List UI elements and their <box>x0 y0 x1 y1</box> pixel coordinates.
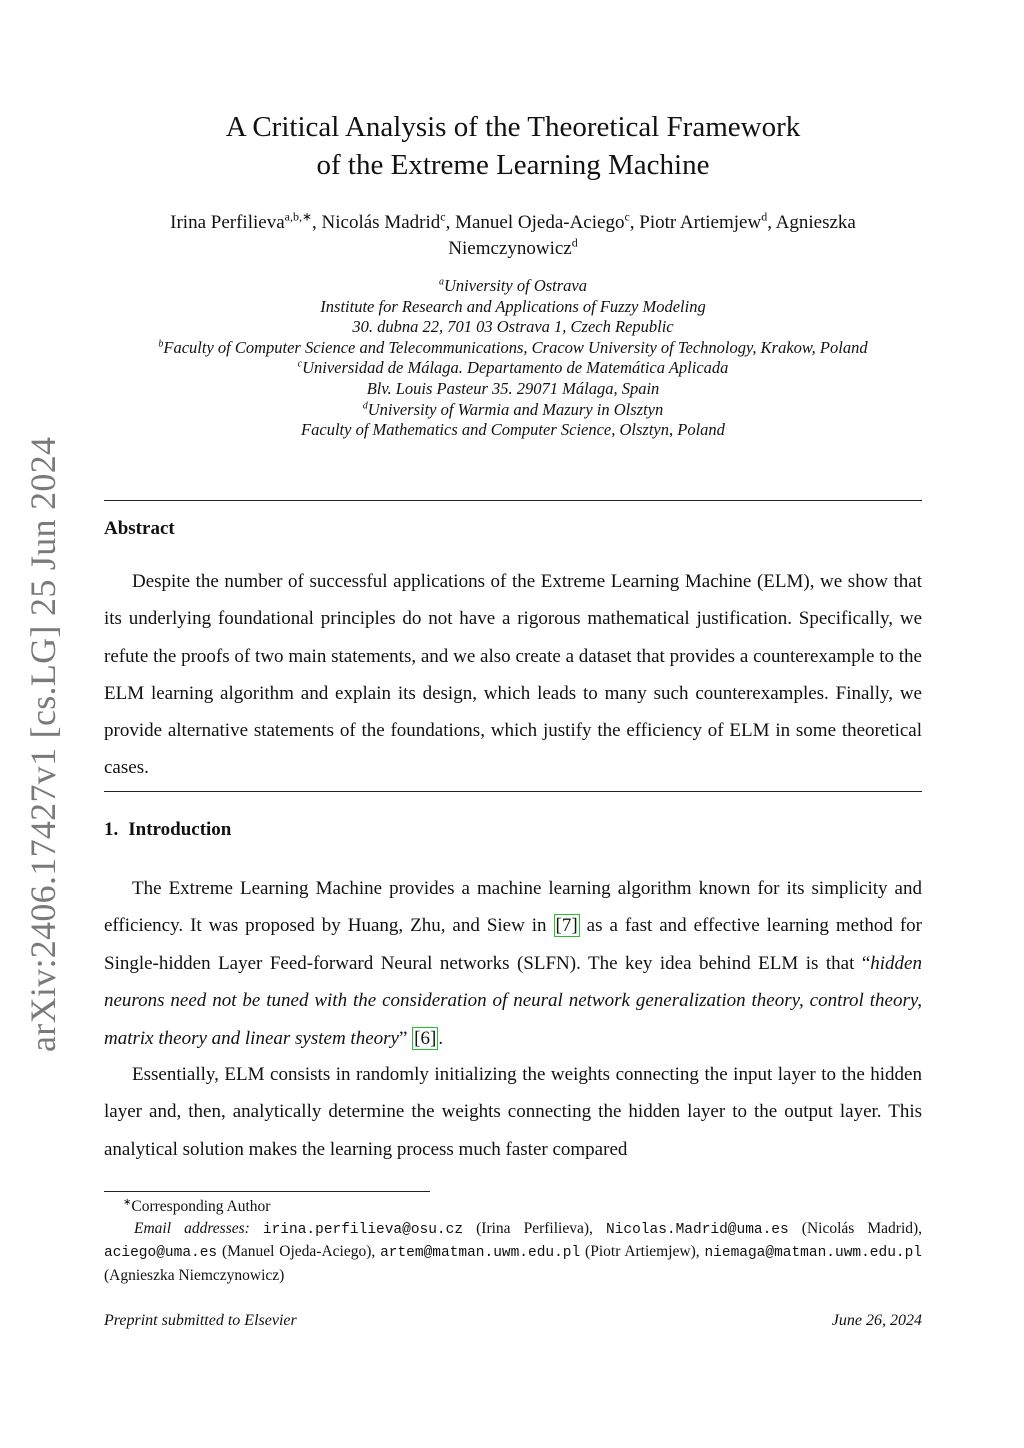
affiliation-line <box>60 297 966 318</box>
affiliation-line <box>60 358 966 379</box>
title-line-2: of the Extreme Learning Machine <box>316 149 710 181</box>
affiliation-text: University of Ostrava <box>444 276 587 295</box>
affiliation-mark: c <box>297 358 303 370</box>
citation-link[interactable]: [7] <box>555 915 578 937</box>
abstract-heading: Abstract <box>104 518 175 539</box>
title-line-1: A Critical Analysis of the Theoretical Framework <box>225 111 801 143</box>
author-name: Manuel Ojeda-Aciego <box>455 212 625 233</box>
introduction-paragraph-1 <box>104 870 922 1057</box>
citation-link[interactable]: [6] <box>414 1027 437 1049</box>
abstract-body: Despite the number of successful applications of the Extreme Learning Machine (ELM), we show that its underlying foundational principles do not have a rigorous mathematical justification. Specifically, we refute the proofs of two main statements, and we also create a dataset that provides a counterexample to the ELM learning algorithm and explain its design, which leads to many such counterexamples. Finally, we provide alternative statements of the foundations, which justify the efficiency of ELM in some theoretical cases. <box>104 571 922 779</box>
elm-quote: hidden neurons need not be tuned with the consideration of neural network generalization theory, control theory, matrix theory and linear system theory <box>104 952 922 1049</box>
paragraph-text: as a fast and effective learning method for Single-hidden Layer Feed-forward Neural networks (SLFN). The key idea behind ELM is that “ <box>104 915 923 974</box>
affiliation-line <box>60 317 966 338</box>
arxiv-identifier: arXiv:2406.17427v1 [cs.LG] 25 Jun 2024 <box>23 436 63 1052</box>
affiliation-text: University of Warmia and Mazury in Olsztyn <box>367 399 664 419</box>
affiliation-line <box>60 338 966 359</box>
email-owner: (Agnieszka Niemczynowicz) <box>104 1266 285 1284</box>
email-link[interactable]: niemaga@matman.uwm.edu.pl <box>704 1245 923 1261</box>
affiliation-text: Universidad de Málaga. Departamento de Matemática Aplicada <box>302 358 729 378</box>
email-addresses <box>104 1218 922 1287</box>
affiliation-line <box>60 379 966 400</box>
abstract-bottom-rule <box>104 791 922 792</box>
author-name: Agnieszka Niemczynowicz <box>448 212 856 259</box>
section-number: 1. <box>104 819 119 840</box>
paper-title <box>104 108 922 184</box>
affiliation-text: Faculty of Mathematics and Computer Science, Olsztyn, Poland <box>301 420 725 440</box>
affiliation-list <box>60 276 966 441</box>
abstract-top-rule <box>104 500 922 501</box>
affiliation-text: Faculty of Computer Science and Telecommunications, Cracow University of Technology, Krakow, Poland <box>163 337 868 357</box>
corresponding-author-note <box>104 1196 922 1218</box>
email-link[interactable]: artem@matman.uwm.edu.pl <box>380 1245 581 1261</box>
affiliation-text: Institute for Research and Applications of Fuzzy Modeling <box>320 296 706 316</box>
email-owner: (Nicolás Madrid), <box>801 1219 923 1237</box>
affiliation-text: 30. dubna 22, 701 03 Ostrava 1, Czech Republic <box>352 317 674 337</box>
affiliation-mark: d <box>362 400 368 412</box>
footnote-mark: ∗ <box>123 1196 132 1208</box>
author-marks: d <box>571 235 578 250</box>
affiliation-text: Blv. Louis Pasteur 35. 29071 Málaga, Spain <box>366 378 660 398</box>
author-name: Piotr Artiemjew <box>639 212 762 233</box>
author-marks: d <box>761 209 768 224</box>
email-owner: (Manuel Ojeda-Aciego), <box>221 1243 376 1260</box>
email-link[interactable]: Nicolas.Madrid@uma.es <box>605 1221 789 1238</box>
author-list: Irina Perfilieva$^{a,b,∗}$, Nicolás Madrid$^c$, Manuel Ojeda-Aciego$^c$, Piotr Artiemjew$^d$, Agnieszka Niemczynowicz$^d$ <box>170 209 856 259</box>
footnote-rule <box>104 1191 430 1192</box>
affiliation-line <box>60 420 966 441</box>
footer-date: June 26, 2024 <box>831 1312 922 1329</box>
section-title: Introduction <box>128 819 232 840</box>
introduction-heading <box>104 819 231 841</box>
affiliation-line <box>60 276 966 297</box>
footnote-text: Corresponding Author <box>131 1198 271 1215</box>
introduction-paragraph-2: Essentially, ELM consists in randomly initializing the weights connecting the input layer to the hidden layer and, then, analytically determine the weights connecting the hidden layer to the output layer. This analytical solution makes the learning process much faster compared <box>104 1064 922 1160</box>
affiliation-line <box>60 400 966 421</box>
author-name: Nicolás Madrid <box>321 212 441 233</box>
paragraph-text: The Extreme Learning Machine provides a machine learning algorithm known for its simplicity and efficiency. It was proposed by Huang, Zhu, and Siew in <box>104 878 922 937</box>
author-marks: c <box>440 209 446 224</box>
paragraph-text: ” <box>398 1027 413 1049</box>
affiliation-mark: b <box>158 338 164 350</box>
author-name: Irina Perfilieva <box>170 212 285 233</box>
footnote <box>104 1196 922 1286</box>
footer-preprint-note: Preprint submitted to Elsevier <box>104 1312 297 1329</box>
paragraph-text: . <box>438 1027 444 1049</box>
email-link[interactable]: aciego@uma.es <box>104 1245 218 1261</box>
affiliation-mark: a <box>439 276 444 288</box>
author-marks: c <box>624 209 630 224</box>
email-link[interactable]: irina.perfilieva@osu.cz <box>262 1221 464 1238</box>
author-marks: a,b,∗ <box>284 209 313 224</box>
email-owner: (Irina Perfilieva), <box>476 1219 593 1237</box>
email-label: Email addresses: <box>134 1219 250 1237</box>
email-owner: (Piotr Artiemjew), <box>585 1243 700 1260</box>
